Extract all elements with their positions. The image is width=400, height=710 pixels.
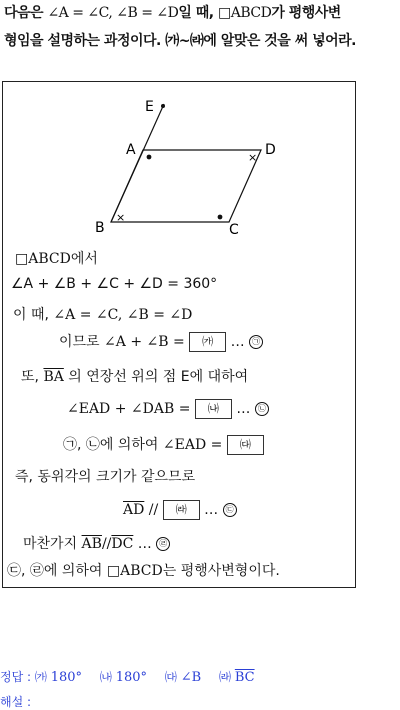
ref-2: ㉡ (255, 402, 269, 416)
answer-value-ga: 180° (50, 670, 83, 685)
question-text: 가 평행사변 (271, 5, 341, 21)
math: □ABCD (15, 251, 71, 267)
answer-mark-ga: ㈎ (34, 670, 47, 684)
text: 는 평행사변형이다. (162, 563, 280, 579)
dots: … (230, 334, 245, 350)
question-text: 일 때, (178, 5, 218, 21)
answer-mark-ra: ㈑ (218, 670, 231, 684)
parallelogram-abcd (111, 150, 261, 222)
math: □ABCD (106, 563, 163, 579)
proof-box (2, 81, 356, 588)
text: 의 연장선 위의 점 E에 대하여 (63, 369, 249, 385)
proof-line-11 (7, 560, 280, 580)
proof-line-1 (15, 248, 98, 268)
answer-value-ra: $\overline{BC}$ (234, 670, 255, 685)
answer-line (0, 668, 255, 685)
label-e: E (145, 99, 154, 115)
question-line-1 (4, 2, 341, 22)
label-c: C (229, 222, 239, 238)
text: 또, (21, 369, 44, 385)
point-e (161, 104, 165, 108)
segment-ab: $\overline{AB}$ (81, 536, 102, 552)
dots: … (204, 502, 219, 518)
proof-line-8: 즉, 동위각의 크기가 같으므로 (15, 469, 196, 485)
dots: … (137, 536, 152, 552)
proof-line-7 (63, 434, 264, 455)
math: ∠EAD + ∠DAB = (67, 401, 195, 417)
angle-dot-a (147, 155, 152, 160)
blank-na: ㈏ (195, 399, 232, 419)
proof-line-9 (123, 500, 237, 520)
blank-ra: ㈑ (163, 500, 200, 520)
answer-label: 정답 : (0, 670, 35, 684)
angle-dot-c (218, 215, 223, 220)
proof-line-2: ∠A + ∠B + ∠C + ∠D = 360° (11, 276, 218, 292)
text: 이 때, (13, 307, 54, 323)
ref-4: ㉣ (156, 537, 170, 551)
question-math: □ABCD (218, 5, 272, 21)
answer-value-da: ∠B (180, 670, 202, 685)
dots: … (236, 401, 251, 417)
label-a: A (126, 142, 136, 158)
ref-1: ㉠ (249, 335, 263, 349)
blank-da: ㈐ (227, 435, 264, 455)
text: 이므로 (59, 334, 105, 350)
question-line-2: 형임을 설명하는 과정이다. ㈎~㈑에 알맞은 것을 써 넣어라. (4, 33, 356, 49)
math: ∠A + ∠B = (104, 334, 190, 350)
segment-ba: $\overline{BA}$ (43, 369, 64, 385)
answer-mark-da: ㈐ (164, 670, 177, 684)
parallel: // (144, 502, 163, 518)
proof-line-4 (59, 331, 263, 352)
proof-line-3 (13, 304, 192, 324)
label-d: D (265, 142, 276, 158)
text: 에 의하여 (99, 437, 163, 453)
text: 에서 (70, 251, 98, 267)
proof-line-10 (23, 533, 170, 553)
proof-line-5 (21, 366, 248, 386)
answer-mark-na: ㈏ (99, 670, 112, 684)
segment-ad: $\overline{AD}$ (123, 502, 145, 518)
math: ∠EAD = (162, 437, 227, 453)
angle-cross-b: × (116, 211, 126, 224)
label-b: B (95, 220, 105, 236)
math: ∠A = ∠C, ∠B = ∠D (53, 307, 193, 323)
explanation-label: 해설 : (0, 695, 32, 709)
ref-3: ㉢ (223, 503, 237, 517)
refs: ㉢, ㉣ (7, 563, 44, 579)
text: 에 의하여 (43, 563, 107, 579)
blank-ga: ㈎ (189, 332, 226, 352)
parallel: // (101, 536, 112, 552)
text: 마찬가지 (23, 536, 82, 552)
segment-dc: $\overline{DC}$ (111, 536, 134, 552)
question-text: 다음은 (4, 5, 48, 21)
question-math: ∠A = ∠C, ∠B = ∠D (47, 5, 179, 21)
answer-value-na: 180° (115, 670, 148, 685)
proof-line-6 (67, 399, 269, 419)
parallelogram-figure (3, 82, 357, 242)
angle-cross-d: × (248, 151, 258, 164)
refs: ㉠, ㉡ (63, 437, 100, 453)
